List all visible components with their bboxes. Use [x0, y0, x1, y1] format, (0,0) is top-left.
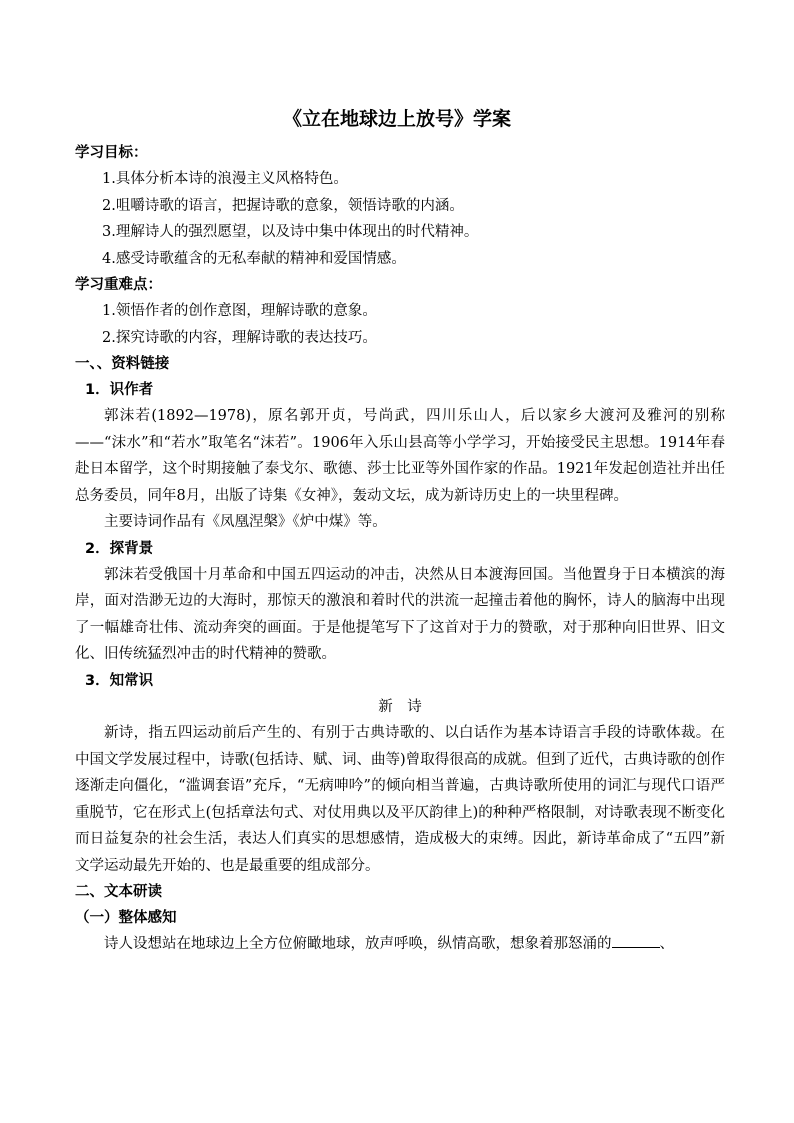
- knowledge-paragraph: 新诗，指五四运动前后产生的、有别于古典诗歌的、以白话作为基本诗语言手段的诗歌体裁。在中国文学发展过程中，诗歌(包括诗、赋、词、曲等)曾取得很高的成就。但到了近代，古典诗歌的创作逐渐走向僵化，“滥调套语”充斥，“无病呻吟”的倾向相当普遍，古典诗歌所使用的词汇与现代口语严重脱节，它在形式上(包括章法句式、对仗用典以及平仄韵律上)的种种严格限制，对诗歌表现不断变化而日益复杂的社会生活，表达人们真实的思想感情，造成极大的束缚。因此，新诗革命成了“五四”新文学运动最先开始的、也是最重要的组成部分。: [75, 725, 725, 874]
- overall-perception-paragraph: [75, 931, 725, 958]
- section-1-heading: 一、、资料链接: [75, 356, 170, 372]
- learning-goals-heading: 学习目标：: [75, 145, 148, 161]
- goal-item-2: 2.咀嚼诗歌的语言，把握诗歌的意象，领悟诗歌的内涵。: [102, 197, 464, 214]
- overall-text: 诗人设想站在地球边上全方位俯瞰地球，放声呼唤，纵情高歌，想象着那怒涌的: [104, 936, 612, 952]
- background-paragraph: 郭沫若受俄国十月革命和中国五四运动的冲击，决然从日本渡海回国。当他置身于日本横滨的海岸，面对浩渺无边的大海时，那惊天的激浪和着时代的洪流一起撞击着他的胸怀，诗人的脑海中出现了一幅雄奇壮伟、流动奔突的画面。于是他提笔写下了这首对于力的赞歌，对于那种向旧世界、旧文化、旧传统猛烈冲击的时代精神的赞歌。: [75, 566, 725, 662]
- knowledge-subtitle: 新 诗: [378, 698, 422, 715]
- overall-tail: 、: [659, 936, 674, 952]
- goal-item-4: 4.感受诗歌蕴含的无私奉献的精神和爱国情感。: [102, 250, 406, 267]
- section-2-heading: 二、文本研读: [75, 884, 162, 900]
- key-point-item-1: 1.领悟作者的创作意图，理解诗歌的意象。: [102, 303, 377, 319]
- works-paragraph: 主要诗词作品有《凤凰涅槃》《炉中煤》等。: [104, 514, 387, 530]
- document-title: 《立在地球边上放号》学案: [282, 108, 511, 130]
- author-heading: 1．识作者: [85, 382, 154, 398]
- fill-in-blank[interactable]: [612, 933, 660, 948]
- author-paragraph: 郭沫若(1892—1978)，原名郭开贞，号尚武，四川乐山人，后以家乡大渡河及雅河的别称——“沫水”和“若水”取笔名“沫若”。1906年入乐山县高等小学学习，开始接受民主思想。1914年春赴日本留学，这个时期接触了泰戈尔、歌德、莎士比亚等外国作家的作品。1921年发起创造社并出任总务委员，同年8月，出版了诗集《女神》，轰动文坛，成为新诗历史上的一块里程碑。: [75, 408, 725, 504]
- background-heading: 2．探背景: [85, 540, 154, 557]
- document-body: [75, 140, 725, 958]
- goal-item-3: 3.理解诗人的强烈愿望，以及诗中集中体现出的时代精神。: [102, 224, 479, 240]
- key-points-heading: 学习重难点：: [75, 277, 162, 293]
- goal-item-1: 1.具体分析本诗的浪漫主义风格特色。: [102, 171, 348, 187]
- key-point-item-2: 2.探究诗歌的内容，理解诗歌的表达技巧。: [102, 329, 377, 346]
- overall-perception-heading: （一）整体感知: [75, 910, 177, 926]
- knowledge-heading: 3．知常识: [85, 672, 154, 689]
